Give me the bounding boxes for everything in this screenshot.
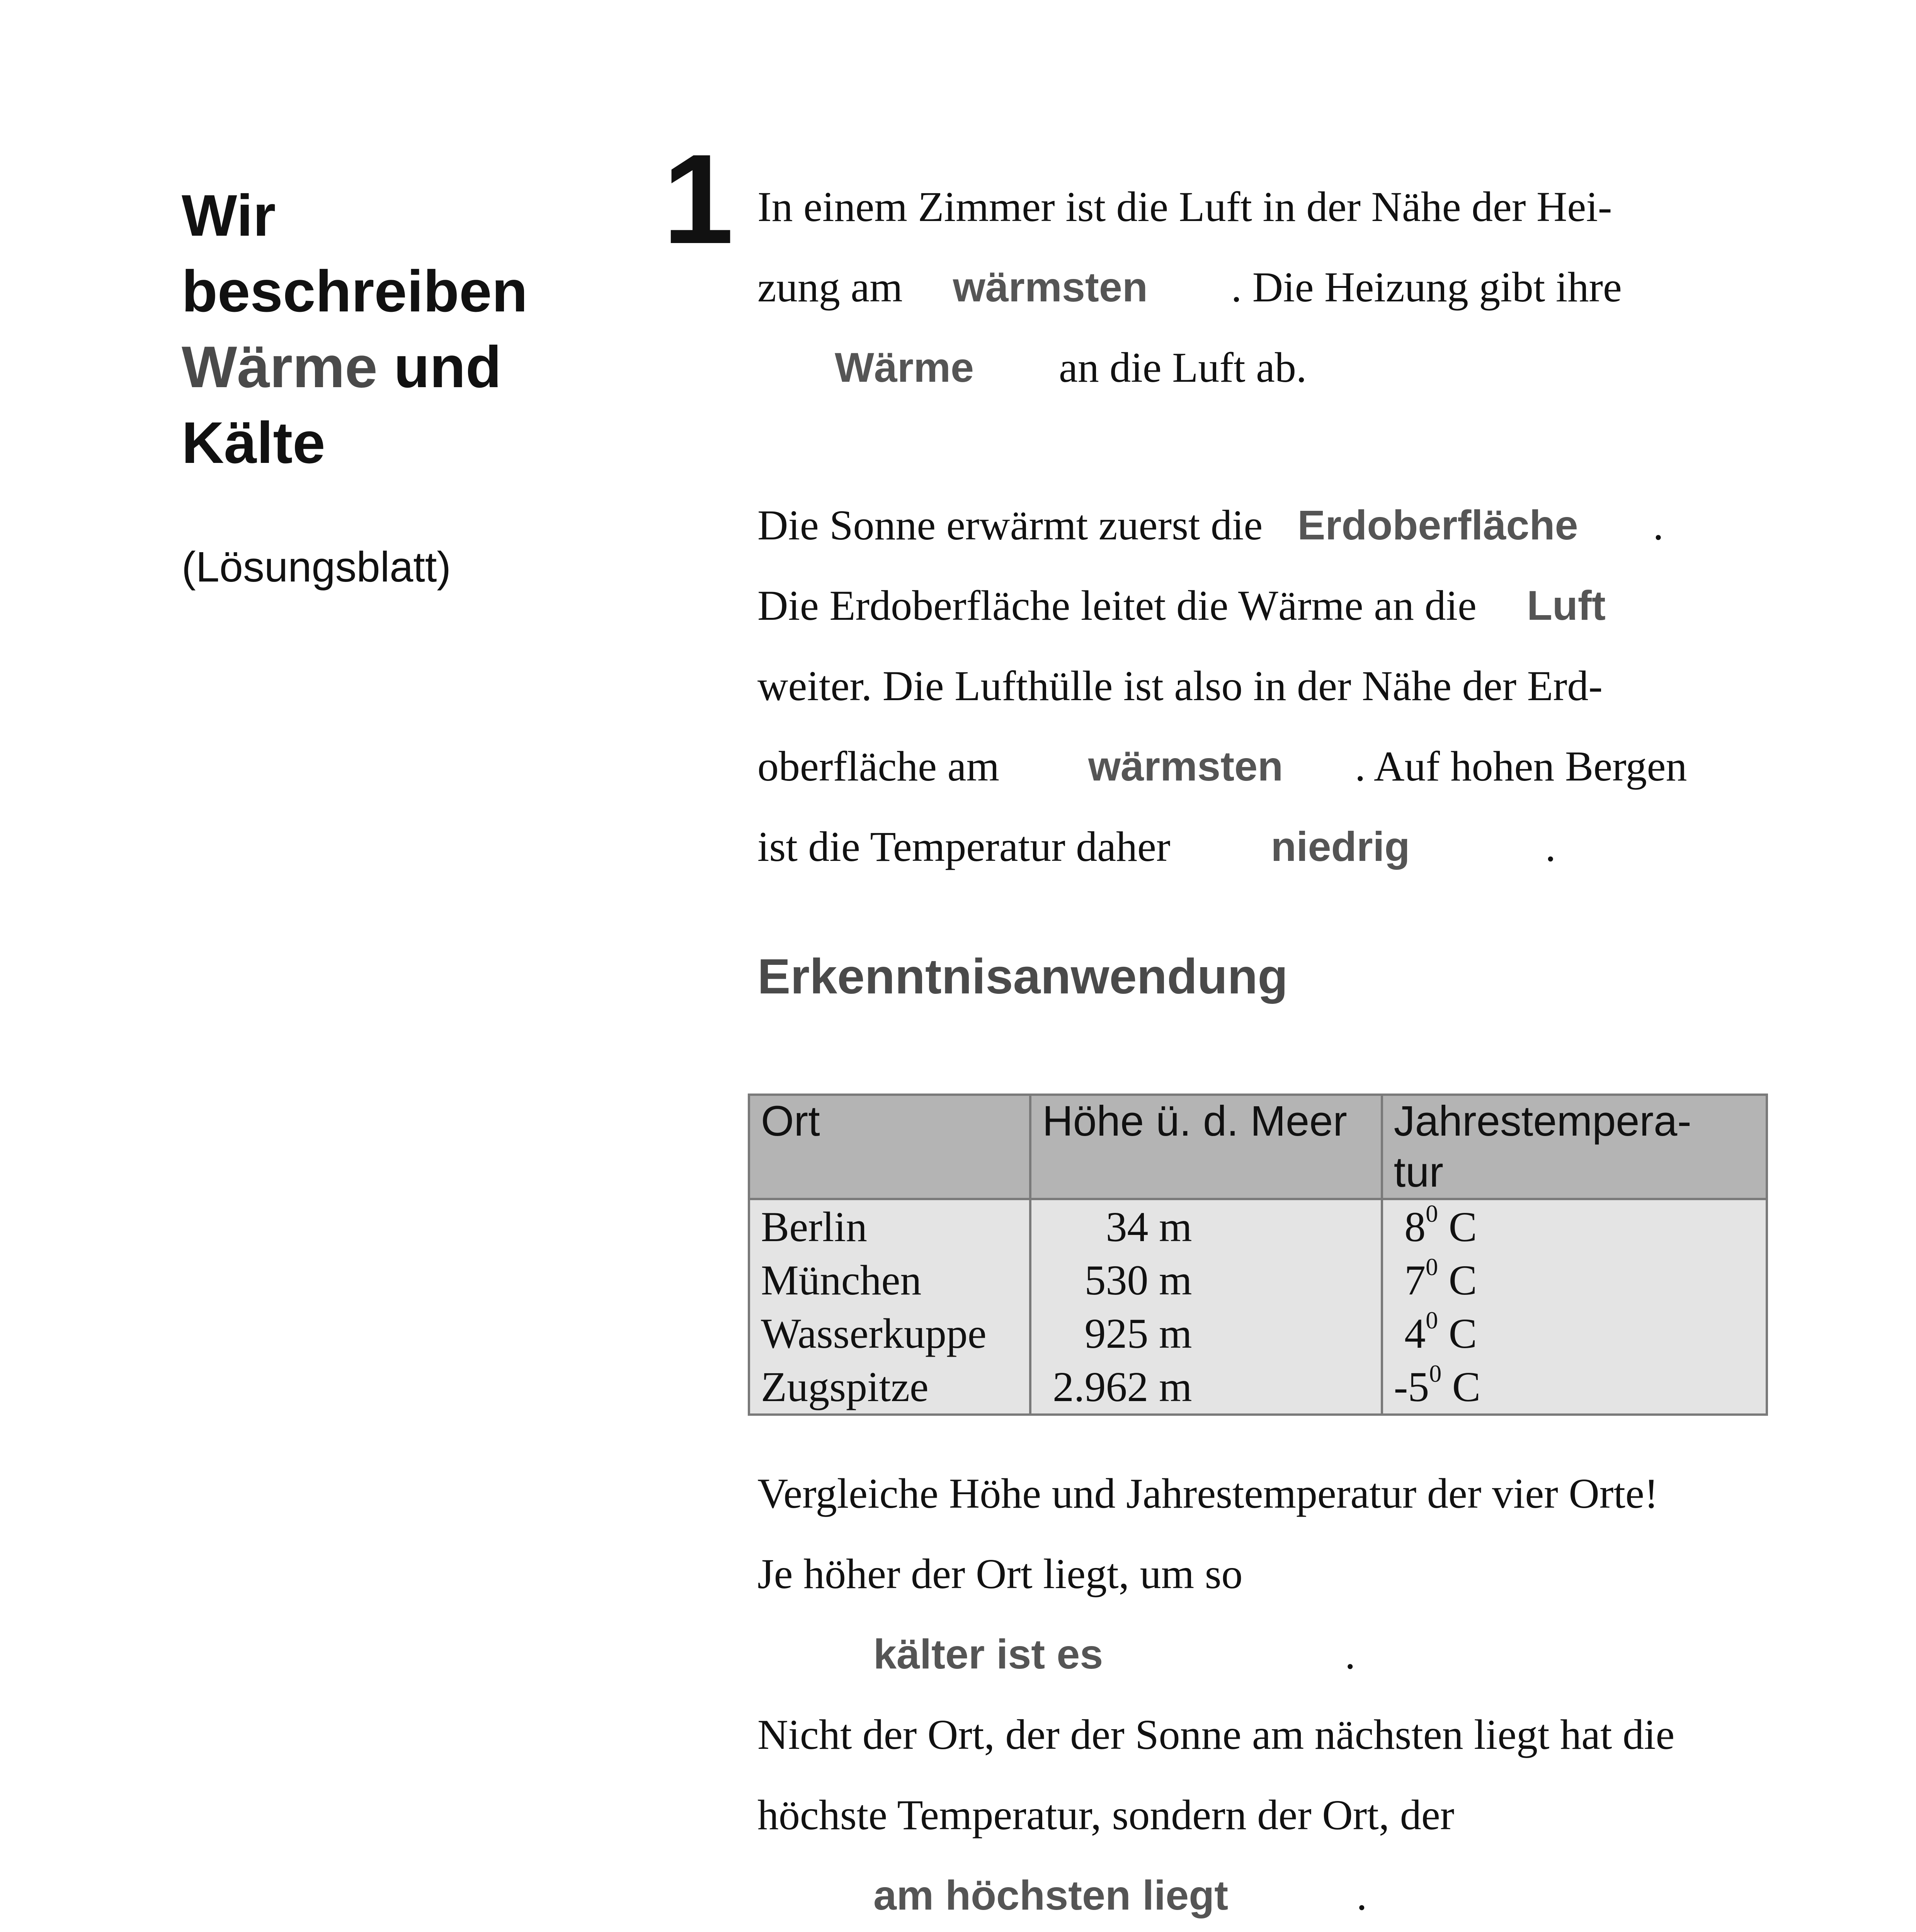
temp-berlin: [1394, 1200, 1755, 1253]
temp-berlin-value: 8: [1404, 1203, 1426, 1250]
exercise-number: 1: [663, 128, 734, 270]
p2-line-5-text: ist die Temperatur daher: [757, 823, 1171, 870]
p2-line-3: weiter. Die Lufthülle ist also in der Nähe der Erd-: [757, 662, 1603, 709]
question-highest-temp: höchste Temperatur, sondern der Ort, der: [757, 1791, 1455, 1838]
application-questions: [757, 1464, 1801, 1932]
header-jahrestemperatur-line-1: Jahrestempera-: [1394, 1097, 1691, 1145]
sidebar: [182, 178, 626, 592]
p2-line-1: [757, 496, 1801, 577]
main-content: [757, 178, 1801, 1005]
p2-line-5: [757, 818, 1801, 898]
place-zugspitze: Zugspitze: [761, 1363, 929, 1410]
temp-berlin-unit: C: [1438, 1203, 1477, 1250]
temp-zugspitze: [1394, 1360, 1755, 1413]
question-compare: Vergleiche Höhe und Jahrestemperatur der vier Orte!: [757, 1470, 1659, 1517]
answer-kaelter: kälter ist es: [873, 1631, 1103, 1677]
p1-line-1: In einem Zimmer ist die Luft in der Nähe der Hei-: [757, 183, 1612, 230]
p2-line-4-text: oberfläche am: [757, 743, 1000, 790]
temp-muenchen-unit: C: [1438, 1257, 1477, 1304]
header-hoehe: Höhe ü. d. Meer: [1030, 1095, 1382, 1199]
title-line-2: beschreiben: [182, 259, 528, 324]
table-body-row: [749, 1199, 1767, 1415]
p1-line-2: [757, 258, 1801, 338]
title-line-4: Kälte: [182, 410, 325, 476]
p2-line-4-end: . Auf hohen Bergen: [1355, 743, 1687, 790]
answer-luft: Luft: [1526, 582, 1606, 629]
title-highlight: Wärme: [182, 334, 378, 400]
answer-line-highest: [757, 1866, 1801, 1932]
answer-kaelter-end: .: [1345, 1631, 1356, 1678]
worksheet-subtitle: (Lösungsblatt): [182, 543, 451, 591]
temp-zugspitze-value: -5: [1394, 1363, 1429, 1410]
answer-line-colder: [757, 1625, 1801, 1706]
temp-wasserkuppe: [1394, 1307, 1755, 1360]
temp-berlin-degree: 0: [1426, 1200, 1438, 1227]
temp-wasserkuppe-degree: 0: [1426, 1306, 1438, 1334]
header-ort: Ort: [749, 1095, 1030, 1199]
height-wasserkuppe: 925 m: [1084, 1310, 1192, 1357]
temp-wasserkuppe-unit: C: [1438, 1310, 1477, 1357]
p2-line-5-end: .: [1545, 823, 1556, 870]
answer-waermsten-2: wärmsten: [1088, 743, 1283, 789]
p2-line-1-text: Die Sonne erwärmt zuerst die: [757, 502, 1263, 549]
p1-line-2-end: . Die Heizung gibt ihre: [1231, 264, 1622, 311]
temp-zugspitze-unit: C: [1441, 1363, 1481, 1410]
answer-erdoberflaeche: Erdoberfläche: [1297, 502, 1578, 548]
title-line-3: [182, 329, 626, 405]
header-jahrestemperatur: [1382, 1095, 1767, 1199]
question-higher: Je höher der Ort liegt, um so: [757, 1550, 1243, 1597]
answer-am-hoechsten: am höchsten liegt: [873, 1872, 1229, 1918]
temp-muenchen-degree: 0: [1426, 1253, 1438, 1281]
place-muenchen: München: [761, 1257, 922, 1304]
answer-waermsten-1: wärmsten: [953, 264, 1148, 310]
p1-line-3: [757, 338, 1801, 419]
temp-muenchen: [1394, 1253, 1755, 1307]
table-header-row: [749, 1095, 1767, 1199]
answer-am-hoechsten-end: .: [1356, 1872, 1367, 1919]
place-wasserkuppe: Wasserkuppe: [761, 1310, 987, 1357]
height-zugspitze: 2.962 m: [1053, 1363, 1192, 1410]
height-berlin: 34 m: [1106, 1203, 1192, 1250]
header-jahrestemperatur-line-2: tur: [1394, 1148, 1443, 1196]
height-muenchen: 530 m: [1084, 1257, 1192, 1304]
answer-waerme: Wärme: [835, 344, 974, 391]
title-line-1: Wir: [182, 183, 276, 248]
p2-line-1-end: .: [1653, 502, 1664, 549]
p2-line-2-text: Die Erdoberfläche leitet die Wärme an die: [757, 582, 1477, 629]
p2-line-4: [757, 737, 1801, 818]
places-cell: [749, 1199, 1030, 1415]
altitude-temperature-table: [748, 1094, 1768, 1416]
question-sun: Nicht der Ort, der der Sonne am nächsten liegt hat die: [757, 1711, 1675, 1758]
heights-cell: [1030, 1199, 1382, 1415]
temp-muenchen-value: 7: [1404, 1257, 1426, 1304]
p1-line-3-end: an die Luft ab.: [1059, 344, 1307, 391]
p2-line-2: [757, 577, 1801, 657]
answer-niedrig: niedrig: [1271, 823, 1410, 870]
p1-line-2-text: zung am: [757, 264, 903, 311]
worksheet-title: [182, 178, 626, 481]
temp-zugspitze-degree: 0: [1429, 1360, 1442, 1387]
temp-wasserkuppe-value: 4: [1404, 1310, 1426, 1357]
title-line-3-rest: und: [377, 334, 502, 400]
place-berlin: Berlin: [761, 1203, 867, 1250]
temps-cell: [1382, 1199, 1767, 1415]
heading-erkenntnisanwendung: Erkenntnisanwendung: [757, 949, 1288, 1004]
